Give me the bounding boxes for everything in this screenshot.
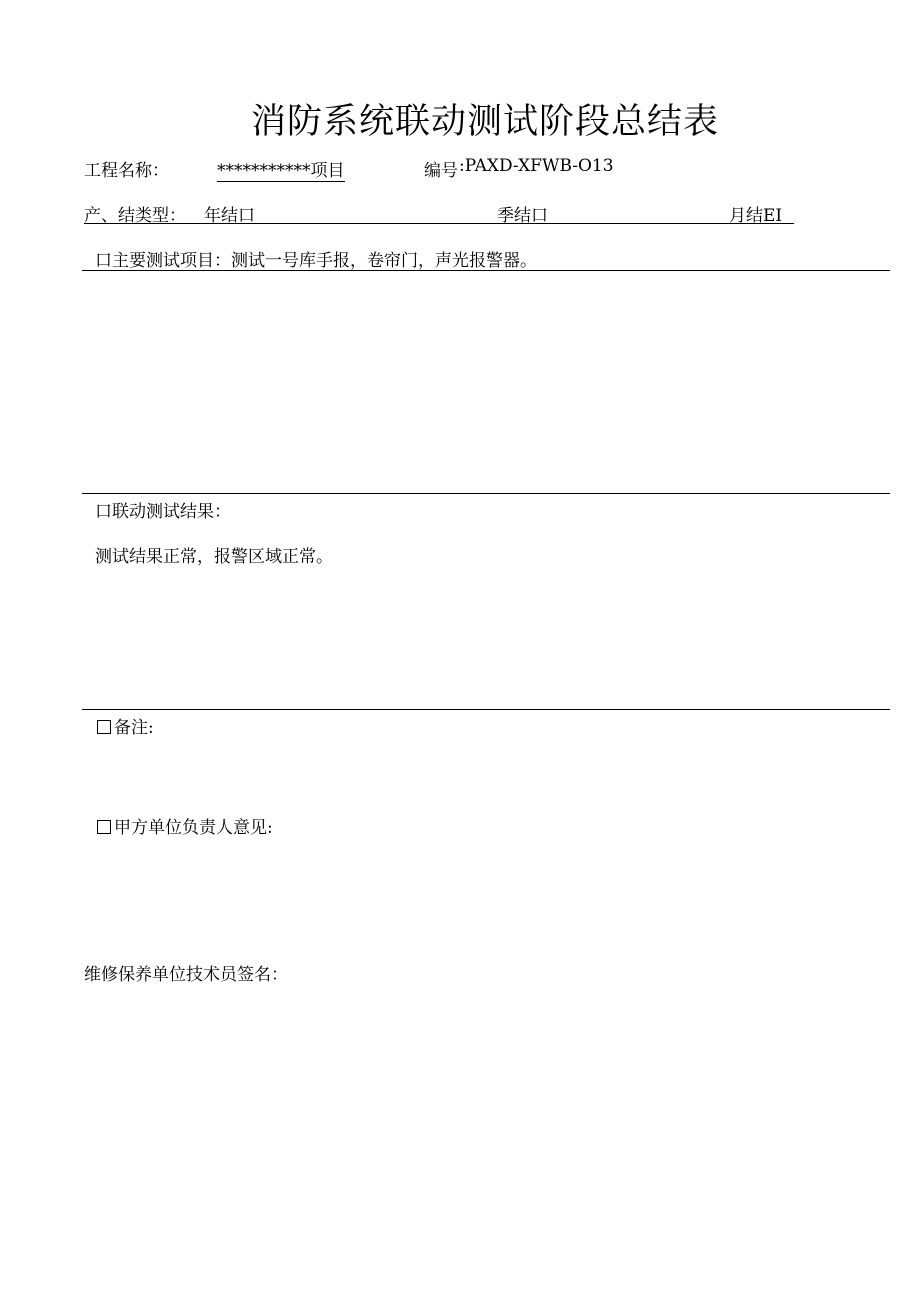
technician-signature-label: 维修保养单位技术员签名： — [84, 965, 288, 985]
code-label: 编号 — [424, 161, 458, 181]
section-divider-2 — [82, 493, 890, 494]
page-title: 消防系统联动测试阶段总结表 — [250, 102, 719, 142]
year-summary-option[interactable]: 年结口 — [204, 206, 255, 226]
main-test-items: 口主要测试项目：测试一号库手报，卷帘门，声光报警器。 — [95, 251, 537, 271]
linkage-result-text: 测试结果正常，报警区域正常。 — [95, 547, 333, 567]
remarks-checkbox[interactable] — [97, 720, 111, 734]
code-value: :PAXD-XFWB-O13 — [459, 156, 614, 176]
remarks-label: 备注: — [114, 718, 154, 738]
quarter-summary-option[interactable]: 季结口 — [497, 206, 548, 226]
project-name-label: 工程名称： — [84, 161, 169, 181]
party-a-row — [97, 813, 273, 838]
party-a-checkbox[interactable] — [97, 820, 111, 834]
section-divider-3 — [82, 709, 890, 710]
summary-type-row — [84, 201, 794, 224]
project-name-value[interactable]: ***********项目 — [217, 156, 345, 182]
summary-type-label: 产、结类型： — [84, 206, 186, 226]
remarks-row — [97, 713, 154, 738]
month-summary-option[interactable]: 月结EI — [729, 206, 783, 226]
linkage-result-label: 口联动测试结果： — [95, 502, 231, 522]
party-a-opinion-label: 甲方单位负责人意见: — [114, 818, 273, 838]
section-divider-1 — [82, 270, 890, 271]
